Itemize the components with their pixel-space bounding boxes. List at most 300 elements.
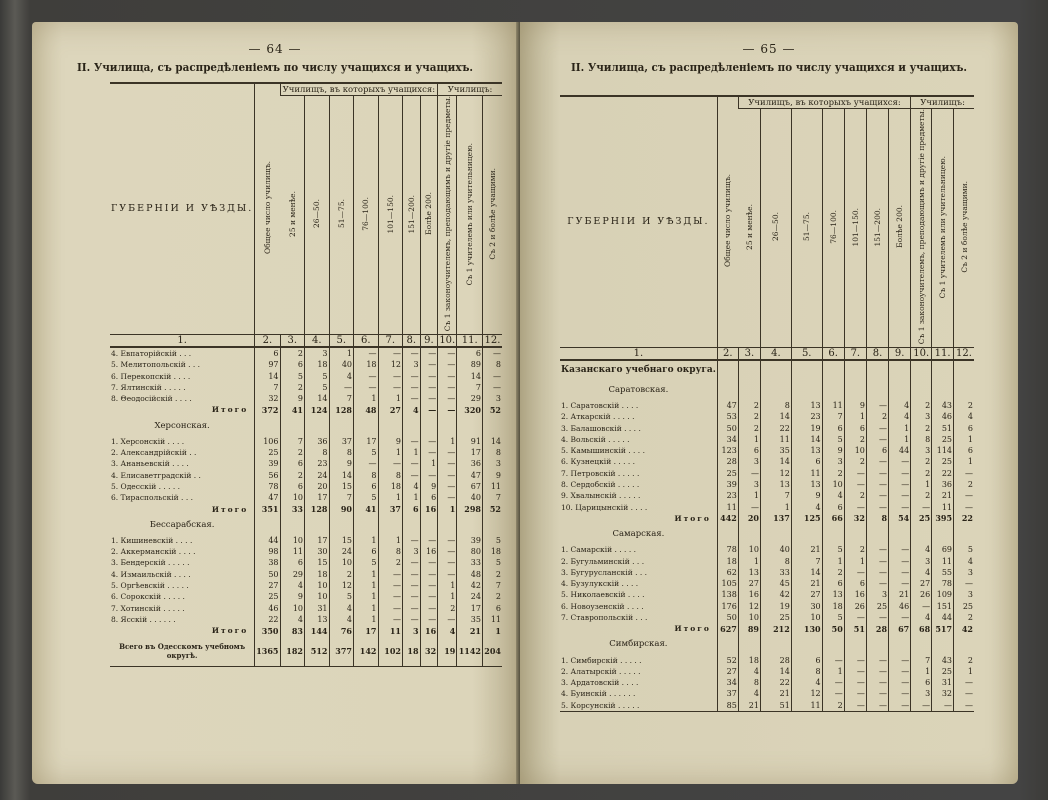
row-value: 9 bbox=[791, 490, 822, 501]
row-value: 1 bbox=[438, 503, 457, 514]
row-value: — bbox=[420, 359, 438, 370]
row-value: 3 bbox=[403, 625, 421, 636]
row-value: 1 bbox=[403, 447, 421, 458]
column-number: 8. bbox=[866, 347, 888, 360]
row-value: — bbox=[438, 492, 457, 503]
row-value: 5 bbox=[305, 382, 330, 393]
header-col-label: 51—75. bbox=[336, 199, 346, 229]
header-col bbox=[482, 96, 502, 334]
row-value: — bbox=[403, 382, 421, 393]
row-value: — bbox=[420, 370, 438, 381]
row-value: — bbox=[822, 688, 844, 699]
table-row bbox=[110, 625, 502, 636]
row-value: 5 bbox=[280, 370, 305, 381]
row-value: 17 bbox=[354, 436, 379, 447]
row-value: 2 bbox=[954, 400, 974, 411]
row-value: 10 bbox=[791, 612, 822, 623]
row-value: 7 bbox=[911, 654, 932, 665]
row-value: 1 bbox=[954, 456, 974, 467]
row-value: 30 bbox=[305, 546, 330, 557]
row-value: 41 bbox=[354, 503, 379, 514]
row-value: 40 bbox=[329, 359, 354, 370]
row-value: — bbox=[866, 501, 888, 512]
table-row bbox=[110, 492, 502, 503]
row-label: 6. Кузнецкій . . . . . bbox=[561, 457, 636, 467]
row-value: 6 bbox=[280, 481, 305, 492]
row-value: 8 bbox=[760, 555, 791, 566]
row-value: — bbox=[844, 666, 866, 677]
row-value: 42 bbox=[954, 623, 974, 634]
row-value: 1 bbox=[354, 569, 379, 580]
row-value: — bbox=[354, 370, 379, 381]
table-row bbox=[110, 447, 502, 458]
row-label: Херсонская. bbox=[154, 420, 210, 431]
row-value: — bbox=[954, 468, 974, 479]
row-value: 351 bbox=[255, 503, 280, 514]
row-value: 25 bbox=[932, 456, 954, 467]
row-value bbox=[889, 360, 911, 380]
row-label: 5. Мелитопольскій . . . bbox=[111, 360, 201, 370]
row-label: 1. Кишиневскій . . . . bbox=[111, 535, 193, 545]
column-number: 4. bbox=[305, 334, 330, 347]
row-value: — bbox=[954, 501, 974, 512]
row-value: — bbox=[420, 382, 438, 393]
table-row bbox=[110, 503, 502, 514]
row-value: 517 bbox=[932, 623, 954, 634]
header-col bbox=[889, 109, 911, 347]
row-value: — bbox=[866, 422, 888, 433]
row-value: — bbox=[438, 557, 457, 568]
row-value: — bbox=[738, 501, 760, 512]
row-value: — bbox=[954, 490, 974, 501]
row-value: 1 bbox=[354, 591, 379, 602]
row-value: 18 bbox=[305, 359, 330, 370]
row-value bbox=[255, 515, 280, 535]
row-value: 1 bbox=[354, 580, 379, 591]
row-value: 2 bbox=[280, 469, 305, 480]
row-value bbox=[889, 634, 911, 654]
row-value: 2 bbox=[378, 557, 403, 568]
header-col-label: Съ 2 и болѣе учащими. bbox=[487, 168, 497, 260]
header-group-pupils: Училищъ, въ которыхъ учащихся: bbox=[738, 96, 910, 109]
row-value: — bbox=[866, 468, 888, 479]
row-value: — bbox=[889, 578, 911, 589]
row-value: 6 bbox=[911, 677, 932, 688]
row-value: 10 bbox=[305, 591, 330, 602]
row-label: 5. Оргѣевскій . . . . . bbox=[111, 580, 189, 590]
row-value: 44 bbox=[889, 445, 911, 456]
header-col-label: Съ 1 законоучителемъ, преподающимъ и другіе предметы. bbox=[442, 96, 452, 332]
row-label: 5. Корсунскій . . . . . bbox=[560, 700, 717, 712]
row-value: — bbox=[403, 458, 421, 469]
row-value: 1 bbox=[438, 436, 457, 447]
row-value bbox=[866, 634, 888, 654]
row-value bbox=[482, 515, 502, 535]
row-value: — bbox=[866, 666, 888, 677]
row-value: 7 bbox=[329, 393, 354, 404]
table-row bbox=[110, 636, 502, 666]
row-value: 11 bbox=[280, 546, 305, 557]
row-value: 55 bbox=[932, 567, 954, 578]
table-row bbox=[110, 602, 502, 613]
row-value bbox=[866, 380, 888, 400]
row-value: 4 bbox=[280, 614, 305, 625]
header-col bbox=[866, 109, 888, 347]
row-value bbox=[954, 380, 974, 400]
row-value: — bbox=[889, 555, 911, 566]
row-value: 10 bbox=[305, 580, 330, 591]
header-col bbox=[932, 109, 954, 347]
row-value: 3 bbox=[911, 411, 932, 422]
row-value: 53 bbox=[717, 411, 738, 422]
table-row bbox=[560, 468, 974, 479]
row-value: 4 bbox=[954, 555, 974, 566]
column-number: 10. bbox=[911, 347, 932, 360]
row-value: 4 bbox=[403, 481, 421, 492]
row-value: 123 bbox=[717, 445, 738, 456]
row-value: 21 bbox=[457, 625, 483, 636]
row-value: — bbox=[329, 382, 354, 393]
column-number: 9. bbox=[889, 347, 911, 360]
row-value: 25 bbox=[255, 591, 280, 602]
row-value: 36 bbox=[932, 479, 954, 490]
row-value bbox=[866, 360, 888, 380]
row-value: 13 bbox=[305, 614, 330, 625]
table-row bbox=[110, 591, 502, 602]
row-value: 50 bbox=[717, 612, 738, 623]
row-value: 32 bbox=[844, 513, 866, 524]
row-value: 26 bbox=[911, 589, 932, 600]
row-value: 67 bbox=[457, 481, 483, 492]
row-value: 1 bbox=[378, 393, 403, 404]
row-value bbox=[844, 380, 866, 400]
column-number: 12. bbox=[954, 347, 974, 360]
table-row bbox=[110, 546, 502, 557]
row-value: 1 bbox=[378, 535, 403, 546]
row-value bbox=[791, 524, 822, 544]
row-value: 18 bbox=[354, 359, 379, 370]
header-col bbox=[420, 96, 438, 334]
row-label: 2. Аккерманскій . . . . bbox=[111, 547, 196, 557]
header-col bbox=[280, 96, 305, 334]
row-value: — bbox=[403, 591, 421, 602]
row-value: 12 bbox=[760, 468, 791, 479]
header-col-label: 76—100. bbox=[361, 197, 371, 231]
row-label: 2. Аткарскій . . . . . bbox=[561, 412, 635, 422]
row-value: 50 bbox=[822, 623, 844, 634]
statistics-table bbox=[110, 82, 502, 667]
row-label: Итого bbox=[674, 513, 711, 523]
row-value: 25 bbox=[717, 468, 738, 479]
row-value: 6 bbox=[482, 602, 502, 613]
row-value: — bbox=[889, 688, 911, 699]
row-value: 27 bbox=[738, 578, 760, 589]
column-number: 11. bbox=[457, 334, 483, 347]
row-value: 89 bbox=[738, 623, 760, 634]
row-value: 44 bbox=[255, 535, 280, 546]
table-row bbox=[560, 578, 974, 589]
row-value: — bbox=[866, 544, 888, 555]
row-value: 16 bbox=[420, 625, 438, 636]
row-value: 76 bbox=[329, 625, 354, 636]
row-value: 1 bbox=[822, 555, 844, 566]
row-value: — bbox=[438, 359, 457, 370]
row-value: — bbox=[482, 382, 502, 393]
row-value: — bbox=[354, 347, 379, 359]
row-label: 8. Θеодосійскій . . . . bbox=[111, 394, 192, 404]
row-value: 4 bbox=[791, 501, 822, 512]
row-value: 3 bbox=[822, 456, 844, 467]
row-value: 11 bbox=[932, 501, 954, 512]
row-label: 6. Новоузенскій . . . . bbox=[561, 601, 644, 611]
row-value: 1 bbox=[378, 447, 403, 458]
row-value: 2 bbox=[438, 602, 457, 613]
row-label: 4. Елисаветградскій . . bbox=[111, 470, 201, 480]
row-value: 15 bbox=[329, 535, 354, 546]
row-value: 372 bbox=[255, 404, 280, 415]
row-value: — bbox=[420, 602, 438, 613]
header-col bbox=[738, 109, 760, 347]
row-value: — bbox=[378, 382, 403, 393]
header-col-label: 26—50. bbox=[771, 212, 781, 242]
row-label: Итого bbox=[211, 626, 249, 636]
table-row bbox=[560, 567, 974, 578]
row-value: 2 bbox=[280, 347, 305, 359]
row-value bbox=[717, 360, 738, 380]
row-value: 3 bbox=[866, 589, 888, 600]
row-value: 7 bbox=[482, 580, 502, 591]
row-value bbox=[822, 634, 844, 654]
header-col bbox=[305, 96, 330, 334]
row-value bbox=[378, 416, 403, 436]
row-value: 7 bbox=[457, 382, 483, 393]
row-value bbox=[791, 380, 822, 400]
row-value: 124 bbox=[305, 404, 330, 415]
row-value: 8 bbox=[305, 447, 330, 458]
row-value: 11 bbox=[482, 481, 502, 492]
row-value: 36 bbox=[305, 436, 330, 447]
row-value: 25 bbox=[932, 434, 954, 445]
row-value: 29 bbox=[280, 569, 305, 580]
row-value: 28 bbox=[866, 623, 888, 634]
row-value: 11 bbox=[760, 434, 791, 445]
row-label: 1. Симбирскій . . . . . bbox=[561, 655, 642, 665]
row-value: 90 bbox=[329, 503, 354, 514]
row-value: — bbox=[354, 458, 379, 469]
row-value bbox=[354, 515, 379, 535]
row-value: 14 bbox=[305, 393, 330, 404]
row-value: 137 bbox=[760, 513, 791, 524]
row-value bbox=[760, 360, 791, 380]
table-row bbox=[560, 380, 974, 400]
header-col bbox=[760, 109, 791, 347]
row-value: 33 bbox=[280, 503, 305, 514]
row-value: 35 bbox=[760, 445, 791, 456]
row-value: 6 bbox=[738, 445, 760, 456]
row-value: 6 bbox=[420, 492, 438, 503]
row-value: 7 bbox=[760, 490, 791, 501]
row-value bbox=[717, 524, 738, 544]
row-value: — bbox=[911, 700, 932, 712]
row-value: 5 bbox=[354, 557, 379, 568]
row-value: 6 bbox=[844, 578, 866, 589]
row-value: 176 bbox=[717, 601, 738, 612]
row-label: Самарская. bbox=[612, 529, 665, 540]
row-value: 9 bbox=[482, 469, 502, 480]
row-value: 1 bbox=[420, 458, 438, 469]
row-value: 3 bbox=[482, 458, 502, 469]
row-value bbox=[791, 634, 822, 654]
row-value: 1 bbox=[889, 422, 911, 433]
row-value: 51 bbox=[760, 700, 791, 712]
row-value: 1 bbox=[844, 555, 866, 566]
row-value: 47 bbox=[457, 469, 483, 480]
row-value: 24 bbox=[305, 469, 330, 480]
row-label: 6. Сорокскій . . . . . bbox=[111, 592, 185, 602]
header-col bbox=[378, 96, 403, 334]
row-value: 16 bbox=[420, 503, 438, 514]
row-value: 89 bbox=[457, 359, 483, 370]
header-col-label: Болѣе 200. bbox=[895, 205, 905, 249]
row-value bbox=[760, 524, 791, 544]
header-col-label: Съ 1 учителемъ или учительницею. bbox=[938, 155, 948, 299]
row-value: 8 bbox=[791, 666, 822, 677]
row-value: — bbox=[889, 468, 911, 479]
row-label: 4. Измаильскій . . . . bbox=[111, 569, 191, 579]
row-value bbox=[911, 380, 932, 400]
row-value: — bbox=[822, 654, 844, 665]
row-value: 138 bbox=[717, 589, 738, 600]
row-value: 47 bbox=[717, 400, 738, 411]
row-value: 32 bbox=[420, 636, 438, 666]
row-value: 1 bbox=[954, 666, 974, 677]
row-value: 4 bbox=[911, 567, 932, 578]
row-value: 6 bbox=[791, 456, 822, 467]
header-col-label: 76—100. bbox=[828, 210, 838, 244]
row-value: — bbox=[866, 578, 888, 589]
row-value: 2 bbox=[822, 468, 844, 479]
row-value: 6 bbox=[280, 557, 305, 568]
row-value: 204 bbox=[482, 636, 502, 666]
row-value: — bbox=[420, 580, 438, 591]
table-row bbox=[110, 393, 502, 404]
row-label: 6. Тираспольскій . . . bbox=[111, 493, 193, 503]
row-value: 18 bbox=[378, 481, 403, 492]
row-value: 2 bbox=[844, 456, 866, 467]
header-group-teachers: Училищъ: bbox=[911, 96, 974, 109]
table-row bbox=[560, 634, 974, 654]
row-value: — bbox=[844, 700, 866, 712]
row-value bbox=[844, 524, 866, 544]
row-value: 4 bbox=[438, 625, 457, 636]
row-value: 52 bbox=[717, 654, 738, 665]
table-row bbox=[560, 654, 974, 665]
row-value: 3 bbox=[403, 359, 421, 370]
row-value: — bbox=[403, 557, 421, 568]
row-value: 2 bbox=[738, 422, 760, 433]
row-value: 24 bbox=[329, 546, 354, 557]
column-number: 2. bbox=[255, 334, 280, 347]
row-value: — bbox=[420, 614, 438, 625]
row-value: 182 bbox=[280, 636, 305, 666]
row-value: 512 bbox=[305, 636, 330, 666]
row-value: 3 bbox=[305, 347, 330, 359]
table-row bbox=[110, 469, 502, 480]
row-value: 1 bbox=[354, 535, 379, 546]
row-value: 8 bbox=[738, 677, 760, 688]
table-row bbox=[560, 623, 974, 634]
row-label: 10. Царицынскій . . . . bbox=[561, 502, 648, 512]
table-row bbox=[110, 416, 502, 436]
column-number: 8. bbox=[403, 334, 421, 347]
row-value: 6 bbox=[255, 347, 280, 359]
row-value: 98 bbox=[255, 546, 280, 557]
right-page bbox=[520, 22, 1018, 784]
row-value: 9 bbox=[329, 458, 354, 469]
row-value bbox=[844, 360, 866, 380]
row-value: 4 bbox=[738, 666, 760, 677]
row-value: 39 bbox=[255, 458, 280, 469]
header-col bbox=[911, 109, 932, 347]
row-value: 15 bbox=[305, 557, 330, 568]
row-value: — bbox=[420, 436, 438, 447]
row-value: 68 bbox=[911, 623, 932, 634]
row-value: 7 bbox=[822, 411, 844, 422]
row-value: — bbox=[889, 666, 911, 677]
row-value: 30 bbox=[791, 601, 822, 612]
row-value: 6 bbox=[822, 578, 844, 589]
row-value: 151 bbox=[932, 601, 954, 612]
row-value: 37 bbox=[378, 503, 403, 514]
row-value: 2 bbox=[280, 382, 305, 393]
row-value: 105 bbox=[717, 578, 738, 589]
row-value: 32 bbox=[255, 393, 280, 404]
row-value: — bbox=[378, 591, 403, 602]
header-gubernii: ГУБЕРНІИ И УѢЗДЫ. bbox=[560, 96, 717, 347]
row-value: 14 bbox=[329, 469, 354, 480]
table-row bbox=[110, 569, 502, 580]
page-title: II. Училища, съ распредѣленіемъ по числу учащихся и учащихъ. bbox=[76, 60, 474, 74]
row-label: 3. Бугурусланскій . . . bbox=[561, 567, 648, 577]
row-label: Итого bbox=[211, 504, 249, 514]
row-label: 7. Хотинскій . . . . . bbox=[111, 603, 185, 613]
row-value: — bbox=[438, 393, 457, 404]
row-value: 2 bbox=[822, 700, 844, 712]
row-value: 19 bbox=[760, 601, 791, 612]
row-value: 1 bbox=[354, 614, 379, 625]
row-value: 97 bbox=[255, 359, 280, 370]
row-value: 10 bbox=[329, 557, 354, 568]
row-value: 2 bbox=[738, 411, 760, 422]
row-label: 8. Сердобскій . . . . . bbox=[561, 480, 640, 490]
row-value: — bbox=[911, 501, 932, 512]
row-value: 18 bbox=[717, 555, 738, 566]
row-value: 13 bbox=[760, 479, 791, 490]
row-value: 8 bbox=[482, 447, 502, 458]
row-value: 25 bbox=[760, 612, 791, 623]
row-value: 4 bbox=[911, 612, 932, 623]
row-value: 20 bbox=[305, 481, 330, 492]
row-value: 11 bbox=[482, 614, 502, 625]
row-value: — bbox=[378, 370, 403, 381]
row-value: 6 bbox=[844, 422, 866, 433]
row-value: 3 bbox=[911, 688, 932, 699]
row-value: 28 bbox=[760, 654, 791, 665]
row-value: — bbox=[403, 393, 421, 404]
row-value: 1 bbox=[889, 434, 911, 445]
row-value bbox=[482, 416, 502, 436]
row-value bbox=[954, 634, 974, 654]
